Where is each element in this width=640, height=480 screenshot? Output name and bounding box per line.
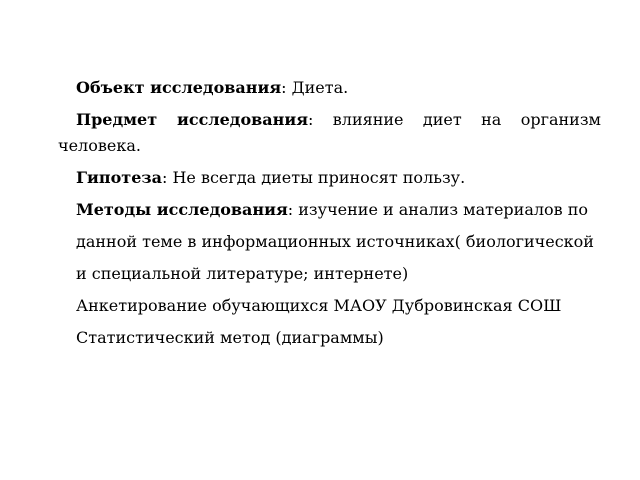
- survey-text: Анкетирование обучающихся МАОУ Дубровинская СОШ: [76, 296, 562, 315]
- subject-text: : влияние диет на организм человека.: [58, 110, 602, 155]
- methods-paragraph-line3: [58, 261, 601, 287]
- methods-paragraph: [58, 197, 601, 223]
- hypothesis-paragraph: [58, 165, 601, 191]
- methods-label: Методы исследования: [76, 200, 288, 219]
- object-label: Объект исследования: [76, 78, 282, 97]
- methods-text-line2: данной теме в информационных источниках( биологической: [76, 232, 594, 251]
- hypothesis-label: Гипотеза: [76, 168, 162, 187]
- statistics-text: Статистический метод (диаграммы): [76, 328, 384, 347]
- survey-paragraph: [58, 293, 601, 319]
- statistics-paragraph: [58, 325, 601, 351]
- subject-paragraph: [58, 107, 601, 159]
- object-paragraph: [58, 75, 601, 101]
- document-body: [58, 75, 601, 357]
- methods-text-line3: и специальной литературе; интернете): [76, 264, 409, 283]
- hypothesis-text: : Не всегда диеты приносят пользу.: [161, 168, 466, 187]
- methods-text-line1: : изучение и анализ материалов по: [287, 200, 589, 219]
- methods-paragraph-line2: [58, 229, 601, 255]
- subject-label: Предмет исследования: [76, 110, 309, 129]
- object-text: : Диета.: [281, 78, 349, 97]
